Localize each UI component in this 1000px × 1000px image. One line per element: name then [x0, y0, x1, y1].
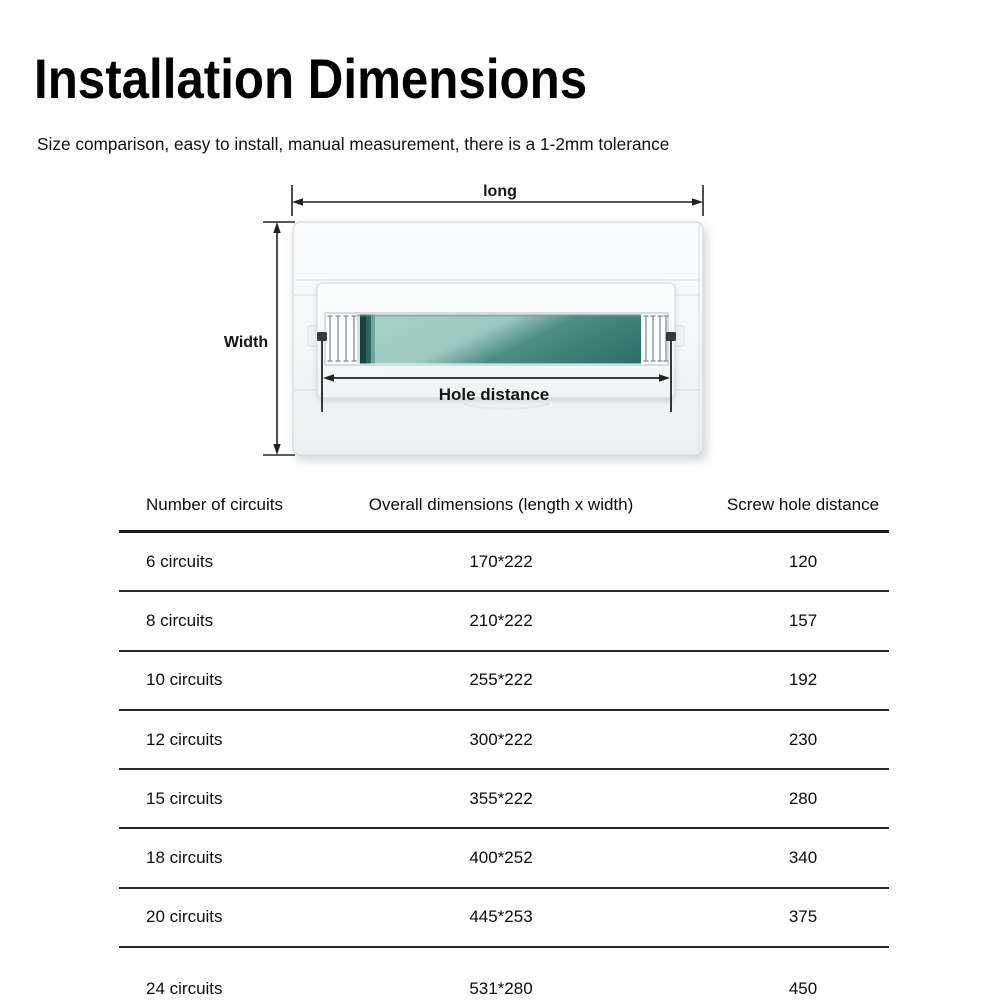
cell-screw-distance: 375: [788, 907, 818, 927]
page-subtitle: Size comparison, easy to install, manual measurement, there is a 1-2mm tolerance: [37, 134, 670, 154]
header-overall-dimensions: Overall dimensions (length x width): [368, 495, 634, 514]
distribution-box-drawing: [218, 173, 778, 473]
cell-dimensions: 300*222: [469, 729, 533, 749]
table-row: [119, 948, 889, 1000]
cell-dimensions: 170*222: [469, 551, 533, 571]
cell-screw-distance: 192: [788, 670, 818, 690]
cell-circuits: 10 circuits: [146, 670, 223, 690]
cell-circuits: 8 circuits: [146, 610, 214, 630]
installation-diagram: [218, 173, 778, 473]
cell-dimensions: 255*222: [469, 670, 533, 690]
cell-screw-distance: 120: [788, 551, 818, 571]
cell-screw-distance: 280: [788, 788, 818, 808]
page-title: Installation Dimensions: [34, 47, 588, 110]
cell-circuits: 12 circuits: [146, 729, 223, 749]
table-header-row: [119, 480, 889, 533]
window-glass: [357, 315, 641, 364]
dim-label-long: long: [483, 183, 517, 200]
cell-dimensions: 531*280: [469, 979, 533, 999]
header-number-of-circuits: Number of circuits: [146, 495, 283, 514]
cell-dimensions: 445*253: [469, 907, 533, 927]
table-row: [119, 652, 889, 711]
cell-screw-distance: 340: [788, 848, 818, 868]
table-row: [119, 829, 889, 888]
cell-circuits: 15 circuits: [146, 788, 223, 808]
header-screw-hole-distance: Screw hole distance: [726, 495, 880, 514]
table-row: [119, 770, 889, 829]
cell-screw-distance: 230: [788, 729, 818, 749]
table-row: [119, 592, 889, 651]
cell-screw-distance: 450: [788, 979, 818, 999]
left-screw-hole: [317, 332, 327, 341]
cell-dimensions: 210*222: [469, 610, 533, 630]
cell-circuits: 6 circuits: [146, 551, 214, 571]
table-row: [119, 711, 889, 770]
dimensions-table: [119, 480, 889, 1000]
cell-circuits: 24 circuits: [146, 979, 223, 999]
right-screw-hole: [666, 332, 676, 341]
cell-dimensions: 400*252: [469, 848, 533, 868]
table-row: [119, 889, 889, 948]
cover-panel: [308, 283, 684, 398]
dim-label-width: Width: [223, 334, 269, 351]
dim-label-hole-distance: Hole distance: [438, 385, 550, 404]
cell-circuits: 18 circuits: [146, 848, 223, 868]
cell-screw-distance: 157: [788, 610, 818, 630]
table-row: [119, 533, 889, 592]
cell-dimensions: 355*222: [469, 788, 533, 808]
cell-circuits: 20 circuits: [146, 907, 223, 927]
